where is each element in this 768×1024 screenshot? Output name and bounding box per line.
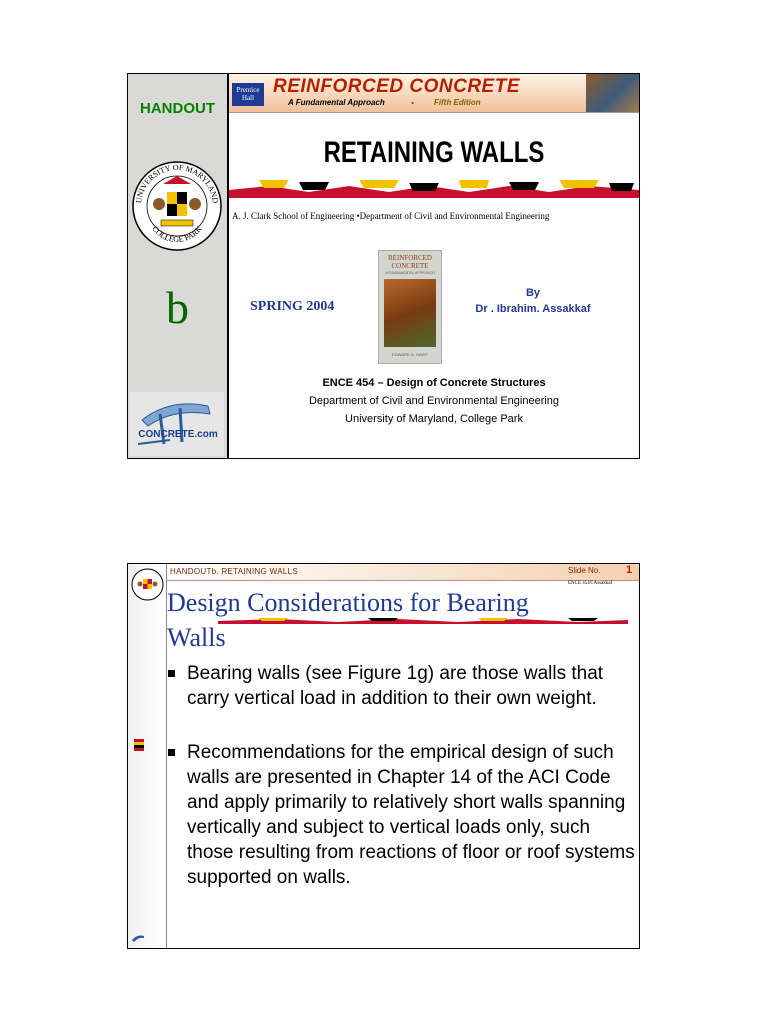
book-cover-subtitle: A FUNDAMENTAL APPROACH (385, 271, 435, 275)
book-banner-subtitle (288, 98, 414, 107)
slide-number: 1 (626, 564, 633, 576)
book-cover-author: EDWARD G. NAWY (392, 352, 428, 357)
university-seal-icon (131, 156, 223, 256)
content-slide (127, 563, 640, 949)
book-cover-title-1: REINFORCED (388, 254, 432, 262)
seal-bottom-text: COLLEGE PARK (150, 224, 204, 245)
handout-label: HANDOUT (140, 100, 215, 117)
publisher-line1: Prentice (236, 86, 260, 94)
book-banner-title: REINFORCED CONCRETE (273, 76, 521, 97)
book-banner-dash: - (411, 98, 415, 107)
department-name: Department of Civil and Environmental Engineering (308, 395, 560, 407)
slide-title-line-1: Design Considerations for Bearing (167, 588, 529, 617)
course-title: ENCE 454 – Design of Concrete Structures (322, 377, 546, 389)
bullet-square-icon (168, 670, 175, 677)
book-cover-building-image (384, 279, 436, 347)
by-label: By (525, 287, 541, 299)
university-name: University of Maryland, College Park (345, 413, 523, 425)
bullet-text: Bearing walls (see Figure 1g) are those walls that carry vertical load in addition to their own weight. (187, 663, 604, 709)
term-label: SPRING 2004 (250, 299, 335, 314)
section-letter: b (166, 282, 189, 333)
bullet-text: Recommendations for the empirical design of such walls are presented in Chapter 14 of the ACI Code and apply primarily to relatively short walls spanning vertically and subject to vertical loads only, such those resulting from reactions of floor or roof systems supported on walls. (187, 742, 635, 888)
concrete-logo-text: CONCRETE.com (138, 429, 218, 440)
footer-tag: ENCE 454©Assakkaf (568, 581, 613, 586)
left-sidebar (128, 564, 167, 948)
header-section-label: HANDOUTb. RETAINING WALLS (170, 567, 298, 576)
concrete-logo-icon (130, 392, 224, 456)
slide-title: RETAINING WALLS (323, 136, 545, 169)
flag-stack-icon (134, 739, 144, 751)
maryland-flag-stripe-icon (229, 180, 639, 198)
slide-number-label: Slide No. (568, 566, 601, 575)
school-line: A. J. Clark School of Engineering •Department of Civil and Environmental Engineering (232, 211, 550, 221)
book-banner-edition: Fifth Edition (434, 98, 481, 107)
book-cover-title-2: CONCRETE (391, 262, 429, 270)
book-banner-subtitle-text: A Fundamental Approach (288, 98, 385, 107)
author-name: Dr . Ibrahim. Assakkaf (475, 303, 591, 315)
slide-title-line-2: Walls (167, 623, 226, 652)
bullet-square-icon (168, 749, 175, 756)
concrete-small-logo-icon (131, 934, 145, 944)
seal-top-text: UNIVERSITY OF MARYLAND (134, 162, 220, 204)
bullet-item (168, 740, 638, 890)
publisher-logo (232, 83, 264, 106)
maryland-flag-stripe-small-icon (218, 618, 628, 624)
building-photo (586, 74, 639, 112)
university-seal-small-icon (131, 567, 164, 602)
bullet-item (168, 661, 638, 711)
title-slide (127, 73, 640, 459)
publisher-line2: Hall (241, 94, 255, 102)
